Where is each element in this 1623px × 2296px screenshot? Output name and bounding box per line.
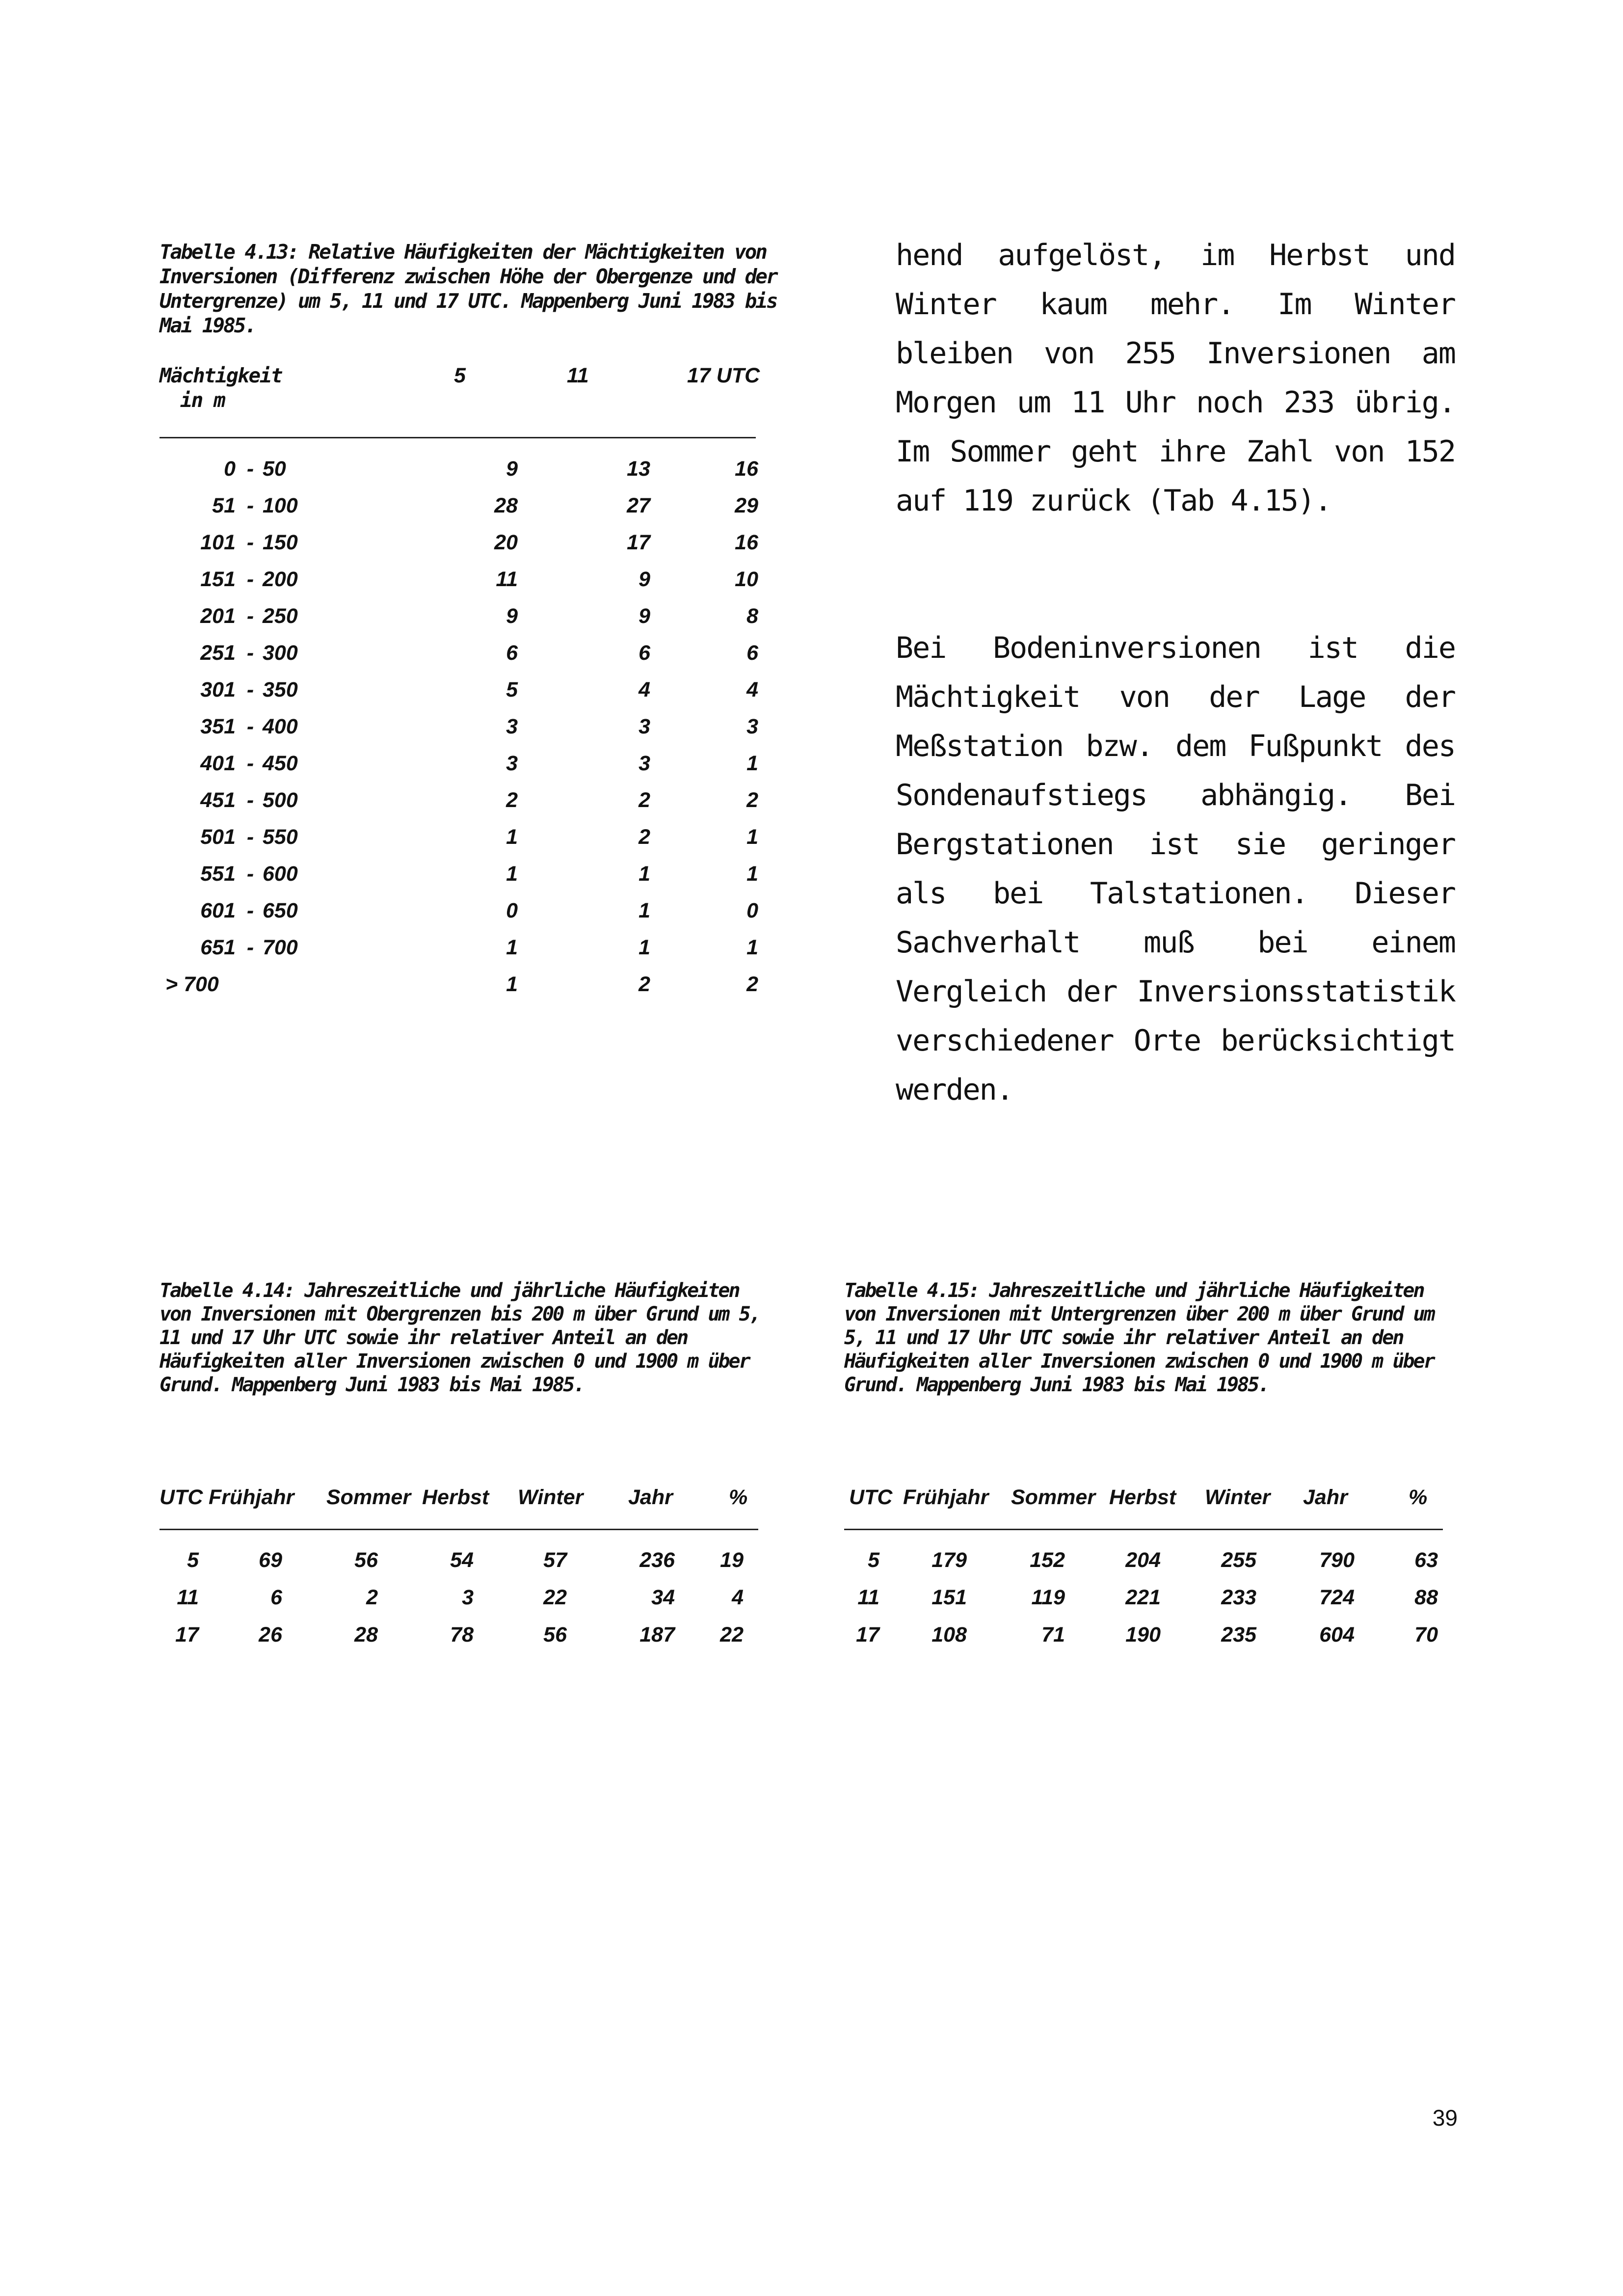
range-upper: 300 bbox=[263, 641, 298, 665]
value-17-utc: 16 bbox=[735, 457, 758, 481]
column-header: % bbox=[1409, 1486, 1428, 1509]
table-row bbox=[160, 819, 768, 856]
header-17-utc: 17 UTC bbox=[687, 364, 760, 387]
range-dash: - bbox=[246, 788, 254, 812]
table-cell: 204 bbox=[1125, 1548, 1161, 1572]
range-upper: 50 bbox=[263, 457, 286, 481]
column-header: UTC bbox=[160, 1486, 203, 1509]
table-cell: 54 bbox=[450, 1548, 474, 1572]
range-lower: 0 bbox=[224, 457, 236, 481]
column-header: Jahr bbox=[628, 1486, 673, 1509]
table-cell: 11 bbox=[177, 1586, 199, 1609]
range-dash: - bbox=[246, 862, 254, 886]
table-4-13-header bbox=[160, 363, 768, 437]
table-cell: 724 bbox=[1319, 1586, 1355, 1609]
table-4-13 bbox=[160, 363, 768, 996]
range-upper: 150 bbox=[263, 531, 298, 554]
table-body bbox=[160, 1541, 778, 1653]
table-row bbox=[160, 929, 768, 966]
table-cell: 255 bbox=[1221, 1548, 1256, 1572]
value-17-utc: 3 bbox=[746, 715, 758, 738]
table-row bbox=[844, 1579, 1463, 1616]
value-17-utc: 2 bbox=[746, 788, 758, 812]
table-cell: 70 bbox=[1414, 1623, 1438, 1647]
range-dash: - bbox=[246, 457, 254, 481]
value-17-utc: 1 bbox=[746, 862, 758, 886]
value-17-utc: 29 bbox=[735, 494, 758, 517]
value-11-utc: 2 bbox=[639, 972, 650, 996]
table-cell: 187 bbox=[639, 1623, 675, 1647]
range-lower: 251 bbox=[200, 641, 236, 665]
table-header-row bbox=[844, 1483, 1463, 1512]
column-header: Frühjahr bbox=[209, 1486, 294, 1509]
table-row bbox=[160, 708, 768, 745]
table-cell: 57 bbox=[543, 1548, 567, 1572]
range-dash: - bbox=[246, 678, 254, 702]
column-header: Winter bbox=[1205, 1486, 1271, 1509]
column-header: UTC bbox=[849, 1486, 893, 1509]
paragraph-1: hend aufgelöst, im Herbst und Winter kaum mehr. Im Winter bleiben von 255 Inversionen am Morgen um 11 Uhr noch 233 übrig. Im Sommer geht ihre Zahl von 152 auf 119 zurück (Tab 4.15). bbox=[896, 238, 1455, 518]
range-upper: 600 bbox=[263, 862, 298, 886]
range-upper: 100 bbox=[263, 494, 298, 517]
value-5-utc: 1 bbox=[506, 862, 518, 886]
value-17-utc: 10 bbox=[735, 567, 758, 591]
range-upper: 500 bbox=[263, 788, 298, 812]
range-over-700: > 700 bbox=[165, 972, 219, 996]
table-cell: 790 bbox=[1319, 1548, 1355, 1572]
table-header-row bbox=[160, 1483, 778, 1512]
range-dash: - bbox=[246, 531, 254, 554]
range-upper: 550 bbox=[263, 825, 298, 849]
value-11-utc: 1 bbox=[639, 899, 650, 922]
table-row bbox=[160, 856, 768, 892]
value-11-utc: 4 bbox=[639, 678, 650, 702]
table-row bbox=[160, 598, 768, 635]
value-11-utc: 3 bbox=[639, 752, 650, 775]
value-5-utc: 0 bbox=[506, 899, 518, 922]
header-thickness-unit: in m bbox=[180, 388, 225, 412]
table-row bbox=[160, 892, 768, 929]
range-upper: 200 bbox=[263, 567, 298, 591]
value-11-utc: 9 bbox=[639, 604, 650, 628]
header-thickness-line1: Mächtigkeit bbox=[160, 364, 282, 387]
value-17-utc: 2 bbox=[746, 972, 758, 996]
table-row bbox=[844, 1541, 1463, 1579]
table-row bbox=[160, 966, 768, 1003]
column-header: Jahr bbox=[1303, 1486, 1348, 1509]
range-dash: - bbox=[246, 567, 254, 591]
value-11-utc: 13 bbox=[627, 457, 650, 481]
table-cell: 190 bbox=[1125, 1623, 1161, 1647]
table-cell: 221 bbox=[1125, 1586, 1161, 1609]
range-dash: - bbox=[246, 899, 254, 922]
value-11-utc: 3 bbox=[639, 715, 650, 738]
table-4-14-caption: Tabelle 4.14: Jahreszeitliche und jährliche Häufigkeiten von Inversionen mit Obergrenzen bis 200 m über Grund um 5, 11 und 17 Uhr UTC sowie ihr relativer Anteil an den Häufigkeiten aller Inversionen zwischen 0 und 1900 m über Grund. Mappenberg Juni 1983 bis Mai 1985. bbox=[160, 1279, 760, 1396]
column-header: Herbst bbox=[1109, 1486, 1176, 1509]
table-cell: 56 bbox=[354, 1548, 378, 1572]
table-cell: 5 bbox=[868, 1548, 879, 1572]
body-text-column bbox=[896, 231, 1455, 1114]
table-cell: 11 bbox=[857, 1586, 879, 1609]
table-cell: 108 bbox=[931, 1623, 967, 1647]
range-upper: 650 bbox=[263, 899, 298, 922]
table-row bbox=[160, 1579, 778, 1616]
table-cell: 17 bbox=[175, 1623, 199, 1647]
table-cell: 28 bbox=[354, 1623, 378, 1647]
value-11-utc: 27 bbox=[627, 494, 650, 517]
value-5-utc: 6 bbox=[506, 641, 518, 665]
range-dash: - bbox=[246, 641, 254, 665]
table-cell: 236 bbox=[639, 1548, 675, 1572]
table-row bbox=[160, 561, 768, 598]
table-cell: 119 bbox=[1031, 1586, 1065, 1609]
value-5-utc: 1 bbox=[506, 825, 518, 849]
table-row bbox=[160, 672, 768, 708]
value-17-utc: 1 bbox=[746, 752, 758, 775]
value-11-utc: 1 bbox=[639, 862, 650, 886]
range-lower: 351 bbox=[200, 715, 236, 738]
value-11-utc: 1 bbox=[639, 936, 650, 959]
table-rule bbox=[160, 1529, 758, 1530]
table-4-13-body bbox=[160, 451, 768, 1003]
value-5-utc: 3 bbox=[506, 715, 518, 738]
table-cell: 69 bbox=[259, 1548, 282, 1572]
range-dash: - bbox=[246, 715, 254, 738]
column-header: Winter bbox=[518, 1486, 584, 1509]
range-lower: 601 bbox=[200, 899, 236, 922]
header-11: 11 bbox=[567, 364, 589, 387]
table-cell: 22 bbox=[720, 1623, 744, 1647]
table-cell: 179 bbox=[931, 1548, 967, 1572]
table-row bbox=[160, 1541, 778, 1579]
table-cell: 19 bbox=[720, 1548, 744, 1572]
table-cell: 22 bbox=[543, 1586, 567, 1609]
table-row bbox=[160, 487, 768, 524]
table-cell: 56 bbox=[543, 1623, 567, 1647]
range-upper: 450 bbox=[263, 752, 298, 775]
range-lower: 551 bbox=[200, 862, 236, 886]
paragraph-2: Bei Bodeninversionen ist die Mächtigkeit von der Lage der Meßstation bzw. dem Fußpunkt des Sondenaufstiegs abhängig. Bei Bergstationen ist sie geringer als bei Talstationen. Dieser Sachverhalt muß bei einem Vergleich der Inversionsstatistik verschiedener Orte berücksichtigt werden. bbox=[896, 631, 1455, 1107]
table-4-15 bbox=[844, 1483, 1463, 1659]
table-row bbox=[160, 635, 768, 672]
range-lower: 101 bbox=[200, 531, 236, 554]
range-dash: - bbox=[246, 604, 254, 628]
column-header: Sommer bbox=[1011, 1486, 1096, 1509]
column-header: Sommer bbox=[326, 1486, 411, 1509]
range-lower: 201 bbox=[200, 604, 236, 628]
table-cell: 4 bbox=[732, 1586, 744, 1609]
table-cell: 5 bbox=[187, 1548, 199, 1572]
range-upper: 250 bbox=[263, 604, 298, 628]
value-5-utc: 28 bbox=[494, 494, 518, 517]
value-11-utc: 2 bbox=[639, 825, 650, 849]
range-dash: - bbox=[246, 825, 254, 849]
value-17-utc: 1 bbox=[746, 936, 758, 959]
value-5-utc: 20 bbox=[494, 531, 518, 554]
column-header: Herbst bbox=[422, 1486, 489, 1509]
value-11-utc: 2 bbox=[639, 788, 650, 812]
value-17-utc: 0 bbox=[746, 899, 758, 922]
range-lower: 301 bbox=[200, 678, 236, 702]
value-11-utc: 6 bbox=[639, 641, 650, 665]
range-upper: 400 bbox=[263, 715, 298, 738]
value-17-utc: 4 bbox=[746, 678, 758, 702]
value-5-utc: 5 bbox=[506, 678, 518, 702]
table-cell: 26 bbox=[259, 1623, 282, 1647]
table-cell: 17 bbox=[856, 1623, 879, 1647]
table-cell: 3 bbox=[462, 1586, 474, 1609]
table-cell: 233 bbox=[1221, 1586, 1256, 1609]
page-number: 39 bbox=[1432, 2105, 1458, 2131]
value-17-utc: 8 bbox=[746, 604, 758, 628]
value-5-utc: 2 bbox=[506, 788, 518, 812]
range-lower: 451 bbox=[200, 788, 236, 812]
table-cell: 151 bbox=[931, 1586, 967, 1609]
table-cell: 34 bbox=[651, 1586, 675, 1609]
value-11-utc: 17 bbox=[627, 531, 650, 554]
table-4-13-rule bbox=[160, 437, 756, 438]
table-4-15-caption: Tabelle 4.15: Jahreszeitliche und jährliche Häufigkeiten von Inversionen mit Untergrenzen über 200 m über Grund um 5, 11 und 17 Uhr UTC sowie ihr relativer Anteil an den Häufigkeiten aller Inversionen zwischen 0 und 1900 m über Grund. Mappenberg Juni 1983 bis Mai 1985. bbox=[844, 1279, 1434, 1396]
table-row bbox=[160, 1616, 778, 1653]
table-row bbox=[160, 745, 768, 782]
table-cell: 235 bbox=[1221, 1623, 1256, 1647]
column-header: % bbox=[729, 1486, 748, 1509]
range-lower: 501 bbox=[200, 825, 236, 849]
table-cell: 604 bbox=[1319, 1623, 1355, 1647]
value-5-utc: 11 bbox=[496, 567, 518, 591]
value-17-utc: 1 bbox=[746, 825, 758, 849]
value-5-utc: 3 bbox=[506, 752, 518, 775]
range-upper: 700 bbox=[263, 936, 298, 959]
range-lower: 651 bbox=[200, 936, 236, 959]
table-cell: 152 bbox=[1030, 1548, 1065, 1572]
value-17-utc: 6 bbox=[746, 641, 758, 665]
table-body bbox=[844, 1541, 1463, 1653]
value-5-utc: 9 bbox=[506, 604, 518, 628]
header-thickness bbox=[160, 363, 307, 412]
table-row bbox=[844, 1616, 1463, 1653]
column-header: Frühjahr bbox=[903, 1486, 989, 1509]
table-row bbox=[160, 524, 768, 561]
range-dash: - bbox=[246, 936, 254, 959]
range-lower: 151 bbox=[200, 567, 236, 591]
table-row bbox=[160, 451, 768, 487]
table-cell: 6 bbox=[270, 1586, 282, 1609]
value-17-utc: 16 bbox=[735, 531, 758, 554]
range-dash: - bbox=[246, 494, 254, 517]
table-cell: 71 bbox=[1041, 1623, 1065, 1647]
value-5-utc: 1 bbox=[506, 972, 518, 996]
range-lower: 51 bbox=[212, 494, 236, 517]
value-5-utc: 9 bbox=[506, 457, 518, 481]
table-4-14 bbox=[160, 1483, 778, 1659]
table-cell: 63 bbox=[1414, 1548, 1438, 1572]
header-5: 5 bbox=[454, 364, 466, 387]
table-rule bbox=[844, 1529, 1443, 1530]
range-lower: 401 bbox=[200, 752, 236, 775]
value-5-utc: 1 bbox=[506, 936, 518, 959]
table-cell: 78 bbox=[450, 1623, 474, 1647]
range-dash: - bbox=[246, 752, 254, 775]
range-upper: 350 bbox=[263, 678, 298, 702]
table-4-13-caption: Tabelle 4.13: Relative Häufigkeiten der Mächtigkeiten von Inversionen (Differenz zwischen Höhe der Obergenze und der Untergrenze) um 5, 11 und 17 UTC. Mappenberg Juni 1983 bis Mai 1985. bbox=[160, 240, 777, 337]
table-cell: 88 bbox=[1414, 1586, 1438, 1609]
value-11-utc: 9 bbox=[639, 567, 650, 591]
table-cell: 2 bbox=[366, 1586, 378, 1609]
table-row bbox=[160, 782, 768, 819]
